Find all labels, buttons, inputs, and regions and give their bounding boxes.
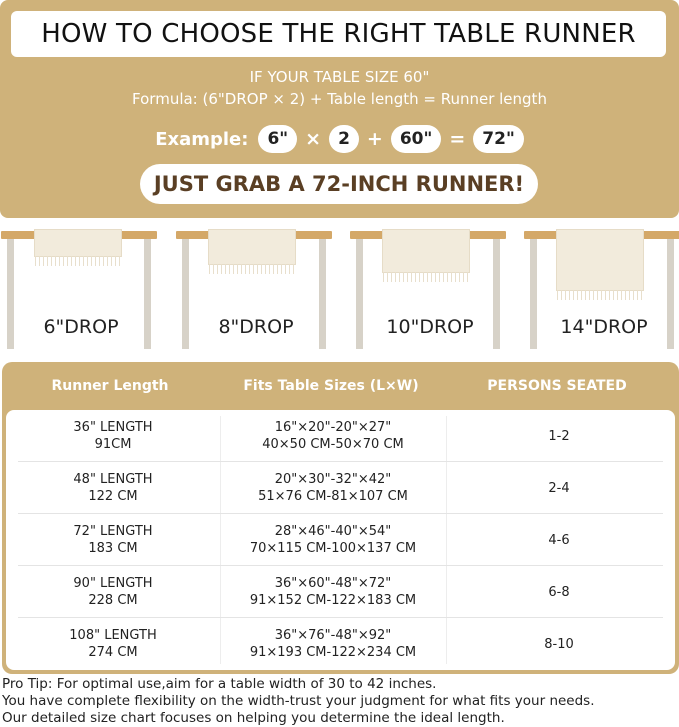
runner-illustration xyxy=(208,229,296,265)
example-table-pill: 60" xyxy=(391,125,442,153)
pro-tip-line: You have complete flexibility on the width-trust your judgment for what fits your needs. xyxy=(2,693,595,709)
pro-tip-line: Pro Tip: For optimal use,aim for a table width of 30 to 42 inches. xyxy=(2,676,437,692)
cta-text: JUST GRAB A 72-INCH RUNNER! xyxy=(153,172,525,196)
example-label: Example: xyxy=(155,128,249,150)
page-title: HOW TO CHOOSE THE RIGHT TABLE RUNNER xyxy=(41,19,636,49)
size-chart-header xyxy=(2,362,679,410)
fits-cm: 51×76 CM-81×107 CM xyxy=(258,489,408,504)
fits-cm: 91×193 CM-122×234 CM xyxy=(249,645,417,660)
example-row xyxy=(0,124,679,154)
length-cm: 228 CM xyxy=(88,593,138,608)
runner-length-cell xyxy=(6,566,220,618)
table-row xyxy=(6,618,675,670)
fits-size-cell xyxy=(220,618,446,670)
persons-cell xyxy=(446,618,672,670)
fits-inches: 28"×46"-40"×54" xyxy=(274,524,392,539)
persons-cell xyxy=(446,514,672,566)
drop-illustration-8 xyxy=(176,228,336,352)
persons-value: 8-10 xyxy=(544,636,574,652)
fits-inches: 36"×60"-48"×72" xyxy=(274,576,392,591)
times-sign: × xyxy=(305,128,322,150)
header-persons-seated: PERSONS SEATED xyxy=(487,378,627,394)
persons-value: 6-8 xyxy=(548,584,570,600)
runner-length-cell xyxy=(6,618,220,670)
persons-cell xyxy=(446,462,672,514)
table-row xyxy=(6,514,675,566)
runner-length-cell xyxy=(6,514,220,566)
example-result-pill: 72" xyxy=(473,125,524,153)
persons-cell xyxy=(446,566,672,618)
runner-illustration xyxy=(556,229,644,291)
fits-cm: 40×50 CM-50×70 CM xyxy=(262,437,404,452)
length-inches: 36" LENGTH xyxy=(73,420,153,435)
persons-value: 2-4 xyxy=(548,480,570,496)
table-size-line: IF YOUR TABLE SIZE 60" xyxy=(249,68,430,86)
runner-illustration xyxy=(34,229,122,257)
length-cm: 183 CM xyxy=(88,541,138,556)
plus-sign: + xyxy=(366,128,383,150)
formula-line: Formula: (6"DROP × 2) + Table length = Runner length xyxy=(132,90,547,108)
length-inches: 90" LENGTH xyxy=(73,576,153,591)
fits-size-cell xyxy=(220,514,446,566)
length-inches: 108" LENGTH xyxy=(69,628,157,643)
equals-sign: = xyxy=(449,128,466,150)
pro-tip xyxy=(2,676,679,727)
size-chart xyxy=(2,362,679,674)
header-fits-table-sizes: Fits Table Sizes (L×W) xyxy=(243,378,419,394)
fits-size-cell xyxy=(220,410,446,462)
table-row xyxy=(6,462,675,514)
cta-banner xyxy=(140,164,538,204)
fits-size-cell xyxy=(220,462,446,514)
runner-length-cell xyxy=(6,462,220,514)
fits-inches: 36"×76"-48"×92" xyxy=(274,628,392,643)
length-inches: 72" LENGTH xyxy=(73,524,153,539)
persons-value: 4-6 xyxy=(548,532,570,548)
length-cm: 274 CM xyxy=(88,645,138,660)
drop-illustration-6 xyxy=(1,228,161,352)
drop-label: 14"DROP xyxy=(560,316,648,338)
drop-label: 8"DROP xyxy=(218,316,294,338)
header-panel xyxy=(0,0,679,218)
drop-illustration-10 xyxy=(350,228,510,352)
fits-cm: 91×152 CM-122×183 CM xyxy=(249,593,417,608)
size-chart-body xyxy=(6,410,675,670)
header-runner-length: Runner Length xyxy=(51,378,169,394)
fits-inches: 16"×20"-20"×27" xyxy=(274,420,392,435)
length-inches: 48" LENGTH xyxy=(73,472,153,487)
drop-label: 6"DROP xyxy=(43,316,119,338)
example-multiplier-pill: 2 xyxy=(329,125,359,153)
length-cm: 122 CM xyxy=(88,489,138,504)
length-cm: 91CM xyxy=(94,437,132,452)
table-row xyxy=(6,410,675,462)
persons-cell xyxy=(446,410,672,462)
fits-cm: 70×115 CM-100×137 CM xyxy=(249,541,417,556)
example-drop-pill: 6" xyxy=(258,125,297,153)
runner-illustration xyxy=(382,229,470,273)
runner-length-cell xyxy=(6,410,220,462)
fits-size-cell xyxy=(220,566,446,618)
pro-tip-line: Our detailed size chart focuses on helping you determine the ideal length. xyxy=(2,710,505,726)
drop-label: 10"DROP xyxy=(386,316,474,338)
table-row xyxy=(6,566,675,618)
drop-illustration-14 xyxy=(524,228,679,352)
persons-value: 1-2 xyxy=(548,428,570,444)
title-box xyxy=(11,11,666,57)
fits-inches: 20"×30"-32"×42" xyxy=(274,472,392,487)
